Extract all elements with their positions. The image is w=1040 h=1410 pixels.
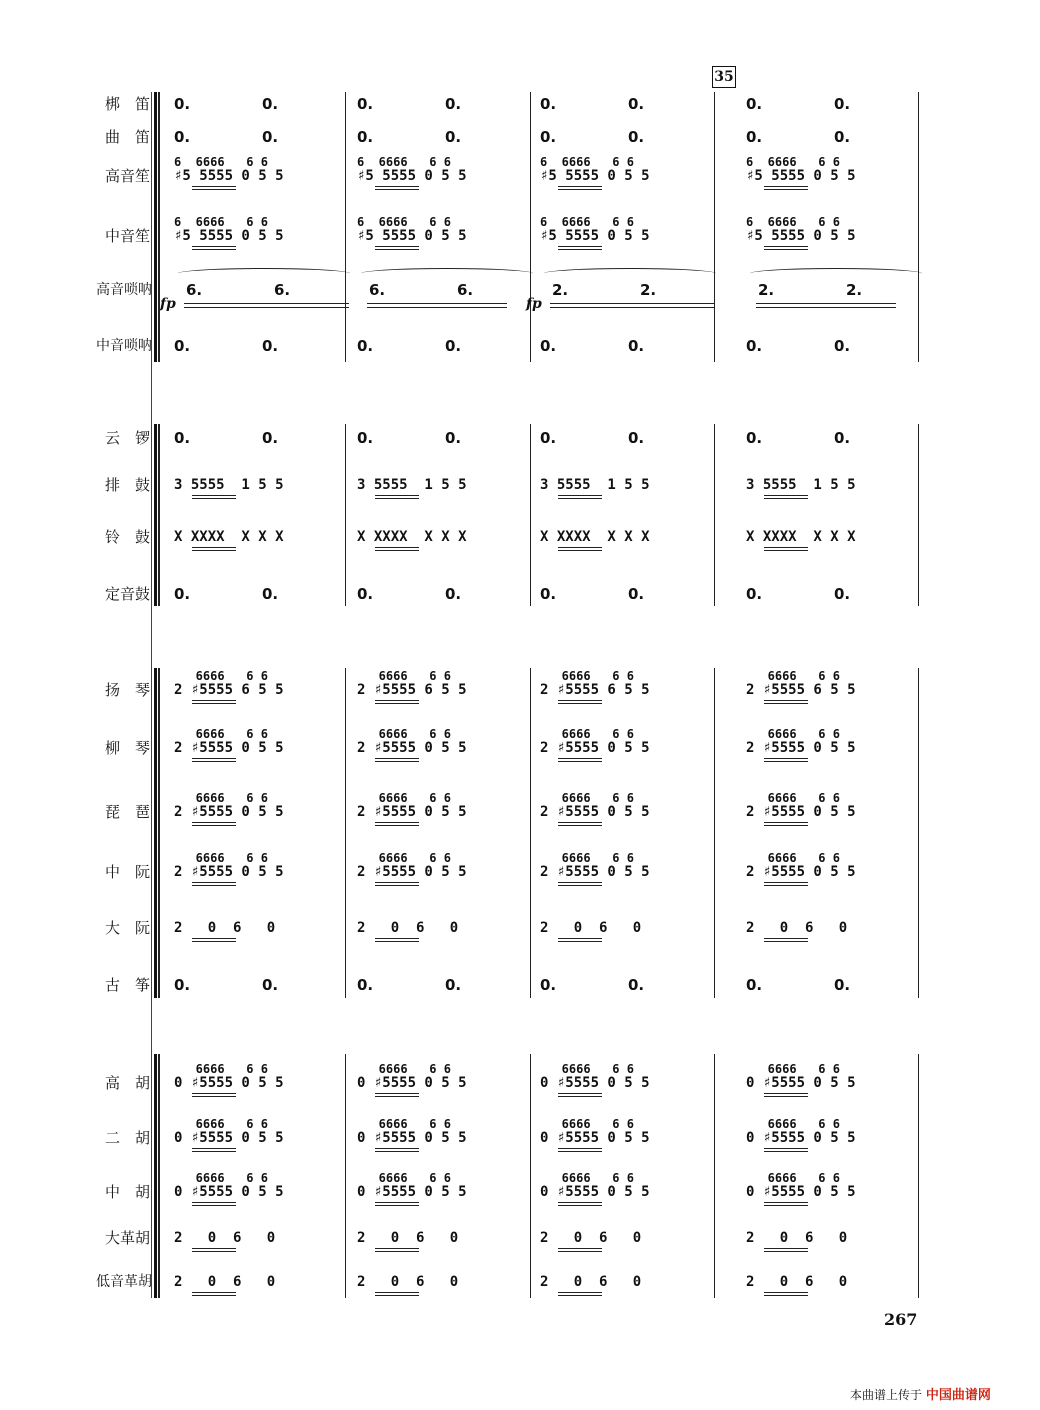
instrument-label: 中音唢呐 [96, 338, 152, 354]
upper-voice: 6666 6 6 [174, 727, 268, 741]
beam-line [375, 758, 419, 759]
rest-note: 0. [262, 585, 279, 603]
instrument-label: 云 锣 [104, 429, 150, 447]
barline [345, 1054, 346, 1298]
rest-note: 0. [834, 976, 851, 994]
system-connector [151, 92, 152, 1298]
instrument-label: 中 阮 [104, 863, 150, 881]
beam-line [558, 495, 602, 496]
beam-line [375, 246, 419, 247]
beam-line [375, 1248, 419, 1249]
beam-line [764, 1093, 808, 1094]
rest-note: 0. [357, 95, 374, 113]
measure-cell: 2 0 6 0 [357, 920, 459, 936]
measure-cell: 0 ♯5555 0 5 5 [174, 1184, 284, 1200]
beam-line [192, 938, 236, 939]
tie-arc [361, 268, 533, 279]
rest-note: 0. [540, 337, 557, 355]
rest-note: 0. [445, 585, 462, 603]
crescendo-line [756, 303, 896, 304]
beam-line [764, 1202, 808, 1203]
measure-cell: 0 ♯5555 0 5 5 [357, 1075, 467, 1091]
rest-note: 0. [445, 337, 462, 355]
barline [918, 668, 919, 998]
rest-note: 0. [540, 95, 557, 113]
beam-line [192, 1093, 236, 1094]
barline [530, 1054, 531, 1298]
measure-cell: X XXXX X X X [174, 529, 284, 545]
rest-note: 0. [834, 337, 851, 355]
beam-line [558, 1202, 602, 1203]
measure-cell: 2 ♯5555 6 5 5 [746, 682, 856, 698]
rest-note: 0. [834, 429, 851, 447]
beam-line [764, 495, 808, 496]
barline [530, 92, 531, 362]
beam-line [764, 246, 808, 247]
upper-voice: 6666 6 6 [540, 1062, 634, 1076]
rest-note: 0. [445, 976, 462, 994]
beam-line [192, 822, 236, 823]
beam-line [558, 822, 602, 823]
upper-voice: 6666 6 6 [357, 669, 451, 683]
suona-note: 6. [186, 281, 203, 299]
watermark [850, 1384, 991, 1403]
suona-note: 6. [369, 281, 386, 299]
rest-note: 0. [746, 128, 763, 146]
measure-cell: 0 ♯5555 0 5 5 [357, 1184, 467, 1200]
instrument-label: 中音笙 [104, 227, 150, 245]
measure-cell: 2 ♯5555 0 5 5 [174, 740, 284, 756]
upper-voice: 6666 6 6 [540, 1171, 634, 1185]
instrument-label: 梆 笛 [104, 95, 150, 113]
beam-line [375, 1093, 419, 1094]
measure-cell: 2 ♯5555 6 5 5 [540, 682, 650, 698]
rest-note: 0. [746, 95, 763, 113]
upper-voice: 6666 6 6 [357, 727, 451, 741]
dynamic-mark: fp [160, 296, 176, 312]
measure-cell: ♯5 5555 0 5 5 [746, 228, 856, 244]
tie-arc [750, 268, 922, 279]
tie-arc [544, 268, 716, 279]
instrument-label: 排 鼓 [104, 476, 150, 494]
measure-cell: 2 ♯5555 0 5 5 [540, 804, 650, 820]
measure-cell: 2 ♯5555 0 5 5 [174, 804, 284, 820]
suona-note: 6. [274, 281, 291, 299]
upper-voice: 6 6666 6 6 [357, 155, 451, 169]
beam-line [558, 1148, 602, 1149]
instrument-label: 柳 琴 [104, 739, 150, 757]
measure-cell: 0 ♯5555 0 5 5 [746, 1184, 856, 1200]
beam-line [764, 822, 808, 823]
measure-cell: ♯5 5555 0 5 5 [540, 168, 650, 184]
beam-line [192, 495, 236, 496]
upper-voice: 6666 6 6 [357, 1062, 451, 1076]
measure-cell: ♯5 5555 0 5 5 [357, 228, 467, 244]
measure-cell: 2 0 6 0 [540, 1274, 642, 1290]
upper-voice: 6666 6 6 [174, 791, 268, 805]
beam-line [764, 700, 808, 701]
beam-line [558, 186, 602, 187]
beam-line [192, 186, 236, 187]
rest-note: 0. [174, 976, 191, 994]
rest-note: 0. [628, 585, 645, 603]
rest-note: 0. [174, 337, 191, 355]
rest-note: 0. [746, 429, 763, 447]
suona-note: 2. [552, 281, 569, 299]
barline [158, 424, 160, 606]
beam-line [192, 1202, 236, 1203]
rest-note: 0. [540, 976, 557, 994]
crescendo-line [184, 303, 349, 304]
suona-note: 2. [758, 281, 775, 299]
measure-cell: ♯5 5555 0 5 5 [174, 168, 284, 184]
upper-voice: 6666 6 6 [746, 1062, 840, 1076]
rest-note: 0. [174, 95, 191, 113]
measure-cell: 2 0 6 0 [746, 920, 848, 936]
measure-cell: ♯5 5555 0 5 5 [540, 228, 650, 244]
barline [714, 424, 715, 606]
rest-note: 0. [628, 128, 645, 146]
upper-voice: 6 6666 6 6 [357, 215, 451, 229]
beam-line [558, 1093, 602, 1094]
beam-line [764, 882, 808, 883]
measure-cell: 2 ♯5555 0 5 5 [357, 740, 467, 756]
measure-cell: 2 ♯5555 0 5 5 [357, 804, 467, 820]
rest-note: 0. [628, 429, 645, 447]
upper-voice: 6 6666 6 6 [540, 215, 634, 229]
instrument-label: 高音唢呐 [96, 282, 152, 298]
measure-cell: 2 0 6 0 [357, 1274, 459, 1290]
upper-voice: 6666 6 6 [540, 851, 634, 865]
upper-voice: 6 6666 6 6 [174, 215, 268, 229]
measure-cell: 0 ♯5555 0 5 5 [174, 1130, 284, 1146]
beam-line [375, 700, 419, 701]
barline [714, 1054, 715, 1298]
instrument-label: 曲 笛 [104, 128, 150, 146]
beam-line [375, 1292, 419, 1293]
instrument-label: 高音笙 [104, 167, 150, 185]
upper-voice: 6666 6 6 [746, 1117, 840, 1131]
dynamic-mark: fp [526, 296, 542, 312]
measure-cell: 2 ♯5555 0 5 5 [174, 864, 284, 880]
measure-cell: 2 0 6 0 [174, 1274, 276, 1290]
beam-line [764, 186, 808, 187]
beam-line [192, 700, 236, 701]
upper-voice: 6666 6 6 [540, 669, 634, 683]
barline [345, 92, 346, 362]
suona-note: 6. [457, 281, 474, 299]
beam-line [192, 1248, 236, 1249]
rest-note: 0. [262, 429, 279, 447]
measure-cell: 0 ♯5555 0 5 5 [540, 1075, 650, 1091]
measure-cell: 0 ♯5555 0 5 5 [174, 1075, 284, 1091]
beam-line [764, 1248, 808, 1249]
beam-line [558, 246, 602, 247]
measure-cell: ♯5 5555 0 5 5 [357, 168, 467, 184]
measure-cell: 0 ♯5555 0 5 5 [540, 1184, 650, 1200]
beam-line [192, 758, 236, 759]
measure-cell: 3 5555 1 5 5 [174, 477, 284, 493]
rest-note: 0. [540, 429, 557, 447]
tie-arc [178, 268, 350, 279]
crescendo-line [550, 303, 715, 304]
measure-cell: 2 0 6 0 [174, 1230, 276, 1246]
beam-line [558, 1248, 602, 1249]
beam-line [558, 938, 602, 939]
measure-cell: 2 ♯5555 6 5 5 [174, 682, 284, 698]
upper-voice: 6 6666 6 6 [174, 155, 268, 169]
upper-voice: 6666 6 6 [357, 791, 451, 805]
measure-cell: ♯5 5555 0 5 5 [746, 168, 856, 184]
rest-note: 0. [540, 128, 557, 146]
barline [918, 1054, 919, 1298]
beam-line [558, 1292, 602, 1293]
measure-cell: 2 0 6 0 [540, 1230, 642, 1246]
measure-cell: 2 ♯5555 0 5 5 [746, 804, 856, 820]
instrument-label: 铃 鼓 [104, 528, 150, 546]
instrument-label: 定音鼓 [104, 585, 150, 603]
rest-note: 0. [445, 95, 462, 113]
rest-note: 0. [746, 337, 763, 355]
upper-voice: 6666 6 6 [174, 851, 268, 865]
beam-line [558, 700, 602, 701]
upper-voice: 6666 6 6 [746, 727, 840, 741]
beam-line [375, 938, 419, 939]
instrument-label: 琵 琶 [104, 803, 150, 821]
rest-note: 0. [357, 976, 374, 994]
measure-cell: 3 5555 1 5 5 [357, 477, 467, 493]
upper-voice: 6666 6 6 [174, 1062, 268, 1076]
measure-cell: 2 0 6 0 [540, 920, 642, 936]
rest-note: 0. [628, 337, 645, 355]
upper-voice: 6666 6 6 [357, 851, 451, 865]
beam-line [764, 547, 808, 548]
instrument-label: 中 胡 [104, 1183, 150, 1201]
upper-voice: 6666 6 6 [540, 791, 634, 805]
rest-note: 0. [262, 337, 279, 355]
suona-note: 2. [640, 281, 657, 299]
beam-line [558, 758, 602, 759]
beam-line [375, 186, 419, 187]
barline [918, 424, 919, 606]
rest-note: 0. [357, 337, 374, 355]
suona-note: 2. [846, 281, 863, 299]
measure-cell: X XXXX X X X [357, 529, 467, 545]
beam-line [192, 547, 236, 548]
instrument-label: 大革胡 [104, 1229, 150, 1247]
rest-note: 0. [445, 128, 462, 146]
upper-voice: 6666 6 6 [746, 1171, 840, 1185]
barline [345, 668, 346, 998]
rest-note: 0. [357, 429, 374, 447]
measure-cell: 2 0 6 0 [746, 1230, 848, 1246]
rest-note: 0. [746, 976, 763, 994]
upper-voice: 6666 6 6 [174, 1117, 268, 1131]
upper-voice: 6 6666 6 6 [746, 155, 840, 169]
watermark-brand: 中国曲谱网 [925, 1388, 991, 1403]
measure-cell: 3 5555 1 5 5 [746, 477, 856, 493]
beam-line [192, 246, 236, 247]
measure-cell: 3 5555 1 5 5 [540, 477, 650, 493]
barline [714, 92, 715, 362]
measure-cell: 2 0 6 0 [357, 1230, 459, 1246]
measure-cell: 0 ♯5555 0 5 5 [540, 1130, 650, 1146]
measure-cell: 2 ♯5555 0 5 5 [357, 864, 467, 880]
beam-line [764, 1148, 808, 1149]
rest-note: 0. [357, 128, 374, 146]
beam-line [375, 1148, 419, 1149]
upper-voice: 6666 6 6 [357, 1117, 451, 1131]
rest-note: 0. [262, 976, 279, 994]
upper-voice: 6666 6 6 [540, 1117, 634, 1131]
beam-line [192, 1292, 236, 1293]
instrument-label: 古 筝 [104, 976, 150, 994]
barline [345, 424, 346, 606]
beam-line [558, 882, 602, 883]
rest-note: 0. [262, 95, 279, 113]
measure-cell: X XXXX X X X [746, 529, 856, 545]
beam-line [764, 938, 808, 939]
barline [158, 1054, 160, 1298]
rest-note: 0. [262, 128, 279, 146]
measure-cell: 2 ♯5555 6 5 5 [357, 682, 467, 698]
beam-line [558, 547, 602, 548]
beam-line [375, 495, 419, 496]
beam-line [375, 822, 419, 823]
rest-note: 0. [174, 585, 191, 603]
beam-line [764, 1292, 808, 1293]
measure-cell: 2 ♯5555 0 5 5 [540, 740, 650, 756]
barline [158, 668, 160, 998]
measure-cell: 2 ♯5555 0 5 5 [746, 864, 856, 880]
upper-voice: 6 6666 6 6 [746, 215, 840, 229]
barline [530, 668, 531, 998]
beam-line [375, 882, 419, 883]
measure-cell: 0 ♯5555 0 5 5 [357, 1130, 467, 1146]
rehearsal-mark: 35 [712, 66, 736, 88]
measure-cell: 2 ♯5555 0 5 5 [540, 864, 650, 880]
beam-line [764, 758, 808, 759]
instrument-label: 扬 琴 [104, 681, 150, 699]
beam-line [192, 1148, 236, 1149]
crescendo-line [367, 303, 507, 304]
upper-voice: 6666 6 6 [174, 1171, 268, 1185]
rest-note: 0. [357, 585, 374, 603]
barline [714, 668, 715, 998]
rest-note: 0. [628, 976, 645, 994]
measure-cell: 0 ♯5555 0 5 5 [746, 1075, 856, 1091]
rest-note: 0. [445, 429, 462, 447]
rest-note: 0. [834, 95, 851, 113]
upper-voice: 6666 6 6 [174, 669, 268, 683]
measure-cell: 0 ♯5555 0 5 5 [746, 1130, 856, 1146]
rest-note: 0. [174, 429, 191, 447]
beam-line [375, 1202, 419, 1203]
rest-note: 0. [834, 585, 851, 603]
instrument-label: 二 胡 [104, 1129, 150, 1147]
measure-cell: ♯5 5555 0 5 5 [174, 228, 284, 244]
measure-cell: 2 ♯5555 0 5 5 [746, 740, 856, 756]
instrument-label: 低音革胡 [96, 1274, 152, 1290]
measure-cell: 2 0 6 0 [174, 920, 276, 936]
barline [918, 92, 919, 362]
watermark-prefix: 本曲谱上传于 [850, 1388, 923, 1402]
rest-note: 0. [174, 128, 191, 146]
page-number: 267 [884, 1310, 918, 1329]
upper-voice: 6666 6 6 [357, 1171, 451, 1185]
barline [158, 92, 160, 362]
measure-cell: X XXXX X X X [540, 529, 650, 545]
upper-voice: 6666 6 6 [746, 669, 840, 683]
upper-voice: 6666 6 6 [746, 851, 840, 865]
upper-voice: 6666 6 6 [540, 727, 634, 741]
instrument-label: 大 阮 [104, 919, 150, 937]
rest-note: 0. [746, 585, 763, 603]
rest-note: 0. [834, 128, 851, 146]
rest-note: 0. [628, 95, 645, 113]
barline [530, 424, 531, 606]
beam-line [375, 547, 419, 548]
rest-note: 0. [540, 585, 557, 603]
upper-voice: 6 6666 6 6 [540, 155, 634, 169]
instrument-label: 高 胡 [104, 1074, 150, 1092]
upper-voice: 6666 6 6 [746, 791, 840, 805]
measure-cell: 2 0 6 0 [746, 1274, 848, 1290]
beam-line [192, 882, 236, 883]
